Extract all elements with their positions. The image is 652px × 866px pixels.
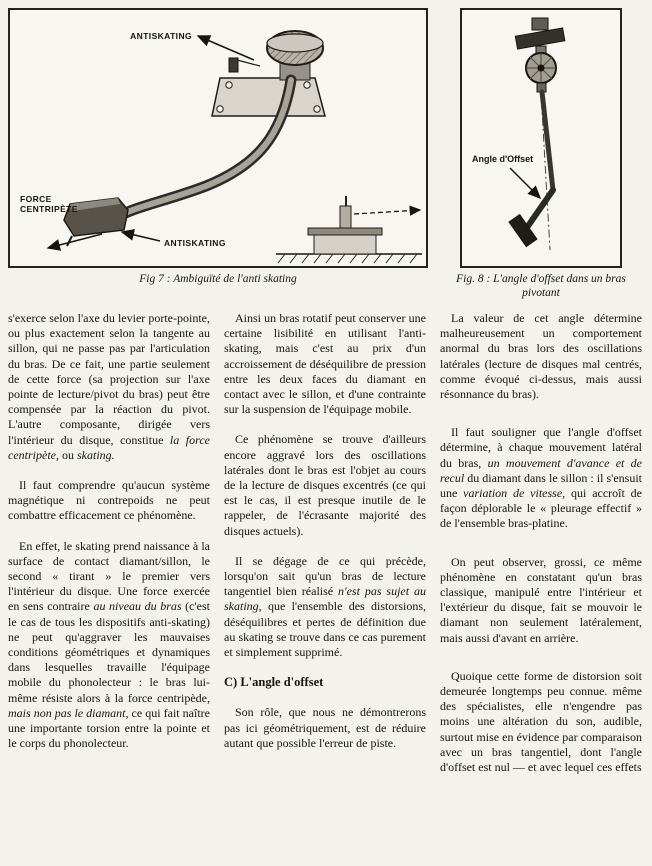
figure-7-caption: Fig 7 : Ambiguïté de l'anti skating — [139, 273, 297, 285]
antiskating-weight — [229, 58, 260, 72]
paragraph: Ce phénomène se trouve d'ailleurs encore aggravé lors des oscillations latérales dont le bras est l'objet au cours de la lecture de disques excentrés (ce qui est le cas, il est presque inutile de le rappeler, de l'écrasante majorité des disques actuels). — [224, 432, 426, 538]
figure-8 — [437, 8, 645, 300]
tonearm-base-plate — [212, 78, 325, 116]
figures-row — [8, 8, 645, 300]
figure-7-frame — [8, 8, 428, 268]
paragraph: En effet, le skating prend naissance à la surface de contact diamant/sillon, le second « tirant » le premier vers l'intérieur du disque. Une force exercée en sens contraire au niveau du bras (c'est le cas de tous les dispositifs anti-skating) ne peut qu'aggraver les mauvaises conditions géométriques et dynamiques dans lesquelles travaille l'équipage mobile du phonolecteur : le bras lui-même résiste alors à la force centripède, mais non pas le diamant, ce qui fait naître une importante torsion entre la pointe et le corps du phonolecteur. — [8, 538, 210, 751]
article-body — [8, 311, 645, 798]
paragraph: Quoique cette forme de distorsion soit demeurée longtemps peu connue. même des spécialistes, elle n'engendre pas moins une altération du son, audible, surtout mise en évidence par comparaison avec un bras tangentiel, dont l'angle d'offset est nul — et avec lequel ces effets — [440, 668, 642, 775]
antiskating-top-label: ANTISKATING — [130, 31, 192, 41]
antiskating-bottom-arrow — [122, 232, 160, 241]
counterweight-assembly — [515, 18, 565, 56]
tonearm-pivot-assembly — [267, 31, 323, 80]
paragraph: Son rôle, que nous ne démontrerons pas ici géométriquement, est de réduire autant que possible l'erreur de piste. — [224, 705, 426, 750]
fig8-offset-angle-illustration — [462, 10, 620, 266]
figure-7 — [8, 8, 428, 287]
section-heading-offset-angle: C) L'angle d'offset — [224, 675, 324, 690]
figure-8-caption — [437, 273, 645, 300]
figure-8-caption-line2: pivotant — [522, 286, 560, 299]
turntable-side-view-inset — [276, 196, 422, 263]
column-3 — [440, 311, 642, 798]
paragraph: La valeur de cet angle détermine malheureusement un comportement anormal du bras lors des oscillations latérales (lecture de disques mal centrés, comme évoqué ci-dessus, mais aussi résonnance du bras). — [440, 311, 642, 402]
angle-offset-label: Angle d'Offset — [472, 154, 534, 164]
paragraph: Il faut souligner que l'angle d'offset détermine, à chaque mouvement latéral du bras, un mouvement d'avance et de recul du diamant dans le sillon : il s'ensuit une variation de vitesse, qui accroît de façon déplorable le « pleurage effectif » de l'ensemble bras-platine. — [440, 425, 642, 531]
paragraph: On peut observer, grossi, ce même phénomène en constatant qu'un bras classique, manipulé entre l'intérieur et l'extérieur du disque, fait se mouvoir le diamant non seulement latéralement, mais aussi d'avant en arrière. — [440, 554, 642, 645]
arm-tube-with-offset-bend — [509, 92, 553, 247]
paragraph: s'exerce selon l'axe du levier porte-pointe, ou plus exactement selon la tangente au sillon, qui ne passe pas par l'articulation du bras. De ce fait, une partie seulement de cette force (sa projection sur l'axe pointe de lecture/pivot du bras) peut être compensée par la réaction du pivot. L'autre composante, dirigée vers l'intérieur du disque, constitue la force centripète, ou skating. — [8, 311, 210, 462]
pivot-housing — [526, 53, 556, 92]
antiskating-bottom-label: ANTISKATING — [164, 238, 226, 248]
paragraph: Il se dégage de ce qui précède, lorsqu'on sait qu'un bras de lecture tangentiel bien réalisé n'est pas sujet au skating, que l'ensemble des distorsions, déséquilibres et pertes de définition due au skating se trouve dans ce cas purement et simplement supprimé. — [224, 553, 426, 660]
force-centripete-label-line2: CENTRIPÈTE — [20, 204, 78, 214]
force-centripete-label-line1: FORCE — [20, 194, 52, 204]
fig7-tonearm-illustration — [10, 10, 426, 266]
column-2 — [224, 311, 426, 798]
figure-8-caption-line1: Fig. 8 : L'angle d'offset dans un bras — [456, 273, 626, 285]
paragraph: Ainsi un bras rotatif peut conserver une certaine lisibilité en utilisant l'anti-skating, mais c'est au prix d'un accroissement de déséquilibre de pression entre les deux faces du diamant en contact avec le sillon, et d'une contrainte sur la suspension de l'équipage mobile. — [224, 311, 426, 417]
angle-offset-arrow — [510, 168, 540, 198]
figure-8-frame — [460, 8, 622, 268]
column-1 — [8, 311, 210, 798]
paragraph: Il faut comprendre qu'aucun système magnétique ni contrepoids ne peut combattre efficacement ce phénomène. — [8, 478, 210, 523]
antiskating-top-arrow — [198, 36, 254, 60]
